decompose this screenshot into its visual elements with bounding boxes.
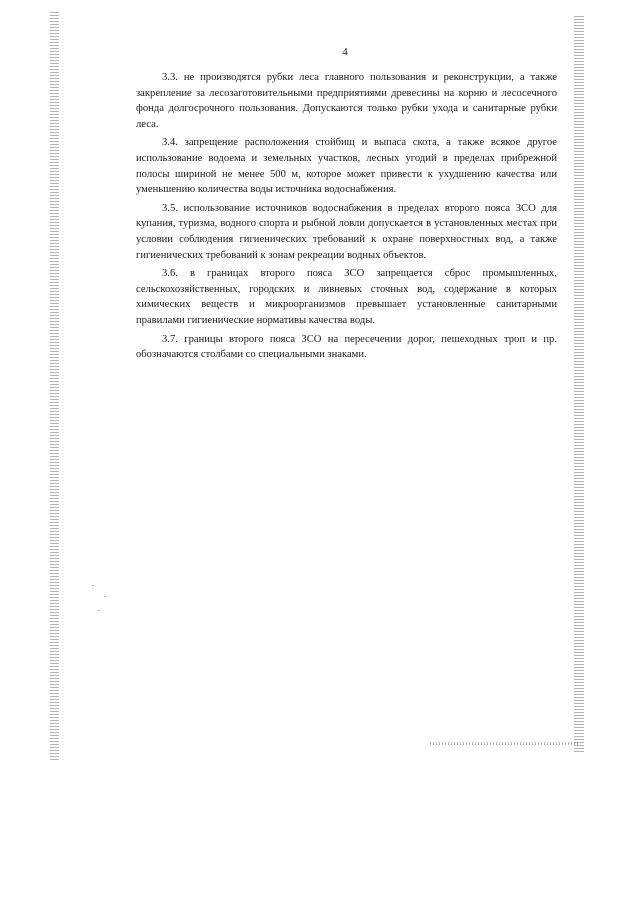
paragraph-3-7: 3.7. границы второго пояса ЗСО на пересечении дорог, пешеходных троп и пр. обозначаются столбами со специальными знаками. <box>136 333 557 361</box>
scan-speck <box>92 585 94 586</box>
paragraph-3-4: 3.4. запрещение расположения стойбищ и выпаса скота, а также всякое другое использование водоема и земельных участков, лесных угодий в пределах прибрежной полосы шириной не менее 500 м, которое может привести к ухудшению качества или уменьшению количества воды источника водоснабжения. <box>136 137 557 196</box>
scan-edge-bottom <box>430 742 580 745</box>
paragraph-3-5: 3.5. использование источников водоснабжения в пределах второго пояса ЗСО для купания, туризма, водного спорта и рыбной ловли допускается в установленных местах при условии соблюдения гигиенических требований к охране поверхностных вод, а также гигиенических требований к зонам рекреации водных объектов. <box>136 202 557 261</box>
paragraph-3-3: 3.3. не производятся рубки леса главного пользования и реконструкции, а также закрепление за лесозаготовительными предприятиями древесины на корню и лесосечного фонда долгосрочного пользования. Допускаются только рубки ухода и санитарные рубки леса. <box>136 72 557 130</box>
scan-edge-left <box>50 12 59 760</box>
scan-speck <box>104 596 106 597</box>
scan-edge-right <box>574 14 584 752</box>
document-body <box>136 70 557 366</box>
paragraph-3-6: 3.6. в границах второго пояса ЗСО запрещается сброс промышленных, сельскохозяйственных, городских и ливневых сточных вод, содержание в которых химических веществ и микроорганизмов превышает установленные санитарными правилами гигиенические нормативы качества воды. <box>136 268 557 326</box>
page-number: 4 <box>342 46 348 58</box>
scan-speck <box>98 610 100 611</box>
